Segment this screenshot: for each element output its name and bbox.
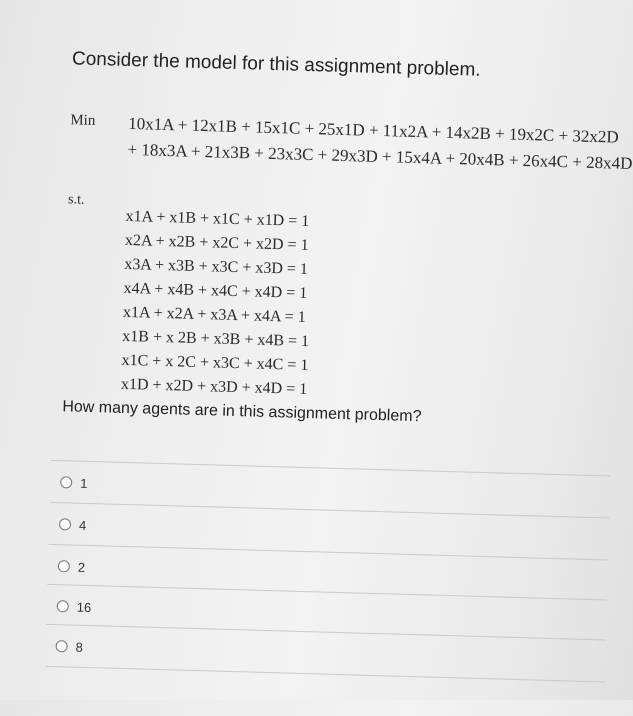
divider	[51, 460, 611, 477]
radio-button[interactable]	[55, 640, 67, 652]
answer-option-label: 1	[79, 475, 88, 491]
answer-option-label: 4	[78, 517, 87, 533]
constraint-5: x1A + x2A + x3A + x4A = 1	[122, 303, 306, 326]
constraint-1: x1A + x1B + x1C + x1D = 1	[125, 207, 310, 231]
divider	[47, 584, 607, 601]
subject-to-label: s.t.	[67, 192, 85, 208]
radio-button[interactable]	[57, 600, 69, 612]
constraint-8: x1D + x2D + x3D + x4D = 1	[120, 375, 308, 399]
answer-option-4[interactable]	[59, 514, 87, 535]
radio-button[interactable]	[59, 518, 71, 530]
answer-option-2[interactable]	[58, 556, 86, 577]
constraint-4: x4A + x4B + x4C + x4D = 1	[123, 279, 308, 302]
answer-option-1[interactable]	[60, 472, 88, 493]
constraint-3: x3A + x3B + x3C + x3D = 1	[124, 255, 309, 279]
question-prompt: How many agents are in this assignment problem?	[62, 398, 422, 426]
min-label: Min	[70, 112, 96, 130]
answer-option-8[interactable]	[55, 636, 83, 657]
divider	[50, 502, 610, 519]
constraint-2: x2A + x2B + x2C + x2D = 1	[124, 231, 309, 255]
answer-option-label: 2	[77, 559, 86, 575]
constraint-7: x1C + x 2C + x3C + x4C = 1	[121, 351, 309, 375]
constraint-6: x1B + x 2B + x3B + x4B = 1	[122, 327, 310, 351]
answer-option-label: 8	[75, 639, 84, 655]
radio-button[interactable]	[58, 560, 70, 572]
objective-line-2: + 18x3A + 21x3B + 23x3C + 29x3D + 15x4A + 20x4B + 26x4C + 28x4D	[127, 139, 633, 174]
divider	[46, 624, 606, 641]
answer-option-16[interactable]	[56, 596, 91, 617]
answer-option-label: 16	[76, 599, 92, 615]
objective-line-1: 10x1A + 12x1B + 15x1C + 25x1D + 11x2A + 14x2B + 19x2C + 32x2D	[127, 113, 619, 147]
divider	[45, 666, 605, 683]
question-title: Consider the model for this assignment problem.	[71, 48, 481, 81]
divider	[48, 544, 608, 561]
radio-button[interactable]	[60, 476, 72, 488]
